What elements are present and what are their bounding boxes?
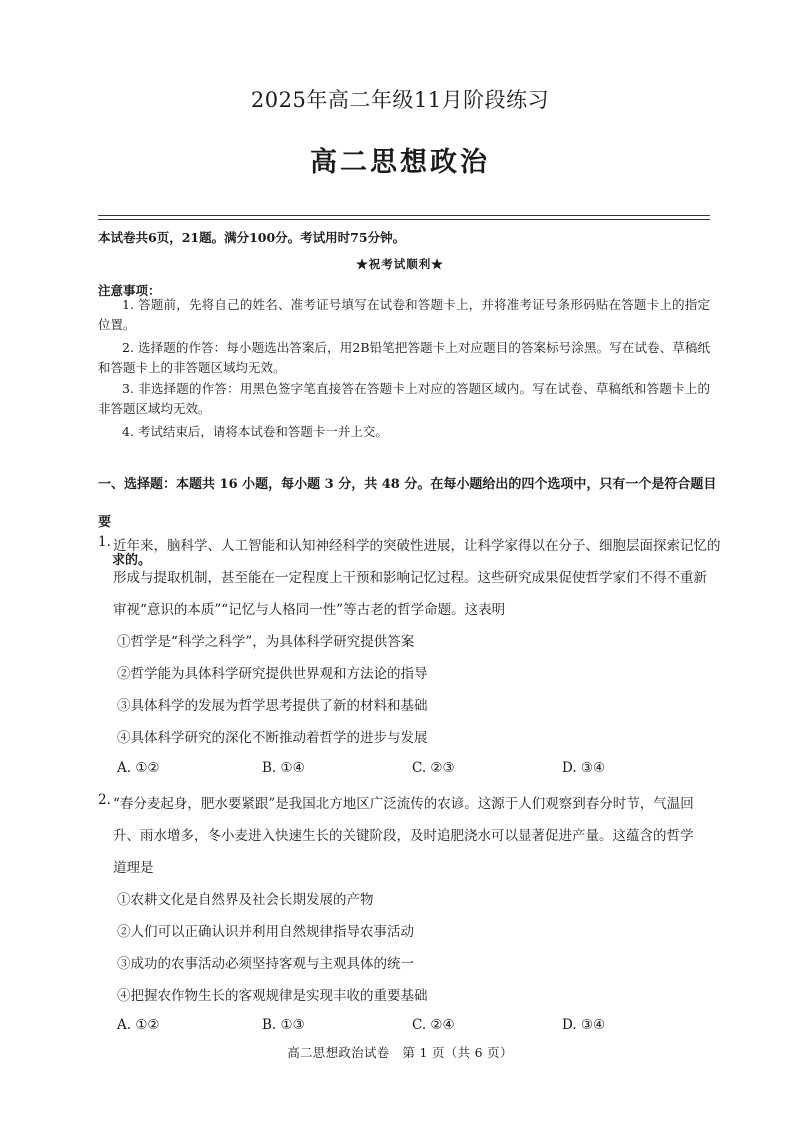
option-a: A. ①② [117,1017,160,1033]
question-number: 2. [98,792,111,808]
statement: ③成功的农事活动必须坚持客观与主观具体的统一 [117,956,414,972]
statement: ①农耕文化是自然界及社会长期发展的产物 [117,892,374,908]
question-stem-line: 道理是 [113,860,154,876]
question-stem-line: 升、雨水增多，冬小麦进入快速生长的关键阶段，及时追肥浇水可以显著促进产量。这蕴含的哲学 [113,828,694,844]
section-heading-line2: 求的。 [112,553,152,568]
section-heading [98,466,723,580]
header-rule-top [98,215,710,216]
subject-title: 高二思想政治 [310,147,490,178]
question-stem-line: 形成与提取机制，甚至能在一定程度上干预和影响记忆过程。这些研究成果促使哲学家们不得不重新 [113,570,707,586]
note-item: 4. 考试结束后，请将本试卷和答题卡一并上交。 [122,424,388,439]
option-c: C. ②④ [412,1017,455,1033]
exam-title: 2025年高二年级11月阶段练习 [250,88,550,112]
statement: ③具体科学的发展为哲学思考提供了新的材料和基础 [117,698,428,714]
page-footer: 高二思想政治试卷 第 1 页（共 6 页） [287,1045,513,1060]
option-b: B. ①④ [262,760,305,776]
option-a: A. ①② [117,760,160,776]
note-item: 1. 答题前，先将自己的姓名、准考证号填写在试卷和答题卡上，并将准考证号条形码贴在答题卡上的指定位置。 [98,297,710,332]
note-item: 3. 非选择题的作答：用黑色签字笔直接答在答题卡上对应的答题区域内。写在试卷、草稿纸和答题卡上的非答题区域均无效。 [98,381,710,416]
notes-title: 注意事项： [98,283,161,298]
statement: ②人们可以正确认识并利用自然规律指导农事活动 [117,924,414,940]
question-stem-line: 审视“意识的本质”“记忆与人格同一性”等古老的哲学命题。这表明 [113,602,506,618]
section-heading-line1: 一、选择题：本题共 16 小题，每小题 3 分，共 48 分。在每小题给出的四个选项中，只有一个是符合题目要 [98,477,717,530]
header-rule-bottom [98,219,710,220]
statement: ④具体科学研究的深化不断推动着哲学的进步与发展 [117,730,428,746]
statement: ①哲学是“科学之科学”，为具体科学研究提供答案 [117,634,415,650]
exam-info: 本试卷共6页，21题。满分100分。考试用时75分钟。 [98,230,406,245]
statement: ②哲学能为具体科学研究提供世界观和方法论的指导 [117,666,428,682]
good-luck-wish: ★祝考试顺利★ [356,257,444,271]
statement: ④把握农作物生长的客观规律是实现丰收的重要基础 [117,988,428,1004]
option-c: C. ②③ [412,760,455,776]
question-stem-line: 近年来，脑科学、人工智能和认知神经科学的突破性进展，让科学家得以在分子、细胞层面探索记忆的 [113,538,721,554]
option-d: D. ③④ [562,760,606,776]
option-d: D. ③④ [562,1017,606,1033]
question-stem-line: “春分麦起身，肥水要紧跟”是我国北方地区广泛流传的农谚。这源于人们观察到春分时节，气温回 [113,796,694,812]
note-item: 2. 选择题的作答：每小题选出答案后，用2B铅笔把答题卡上对应题目的答案标号涂黑。写在试卷、草稿纸和答题卡上的非答题区域均无效。 [98,340,710,375]
option-b: B. ①③ [262,1017,305,1033]
question-number: 1. [98,534,111,550]
